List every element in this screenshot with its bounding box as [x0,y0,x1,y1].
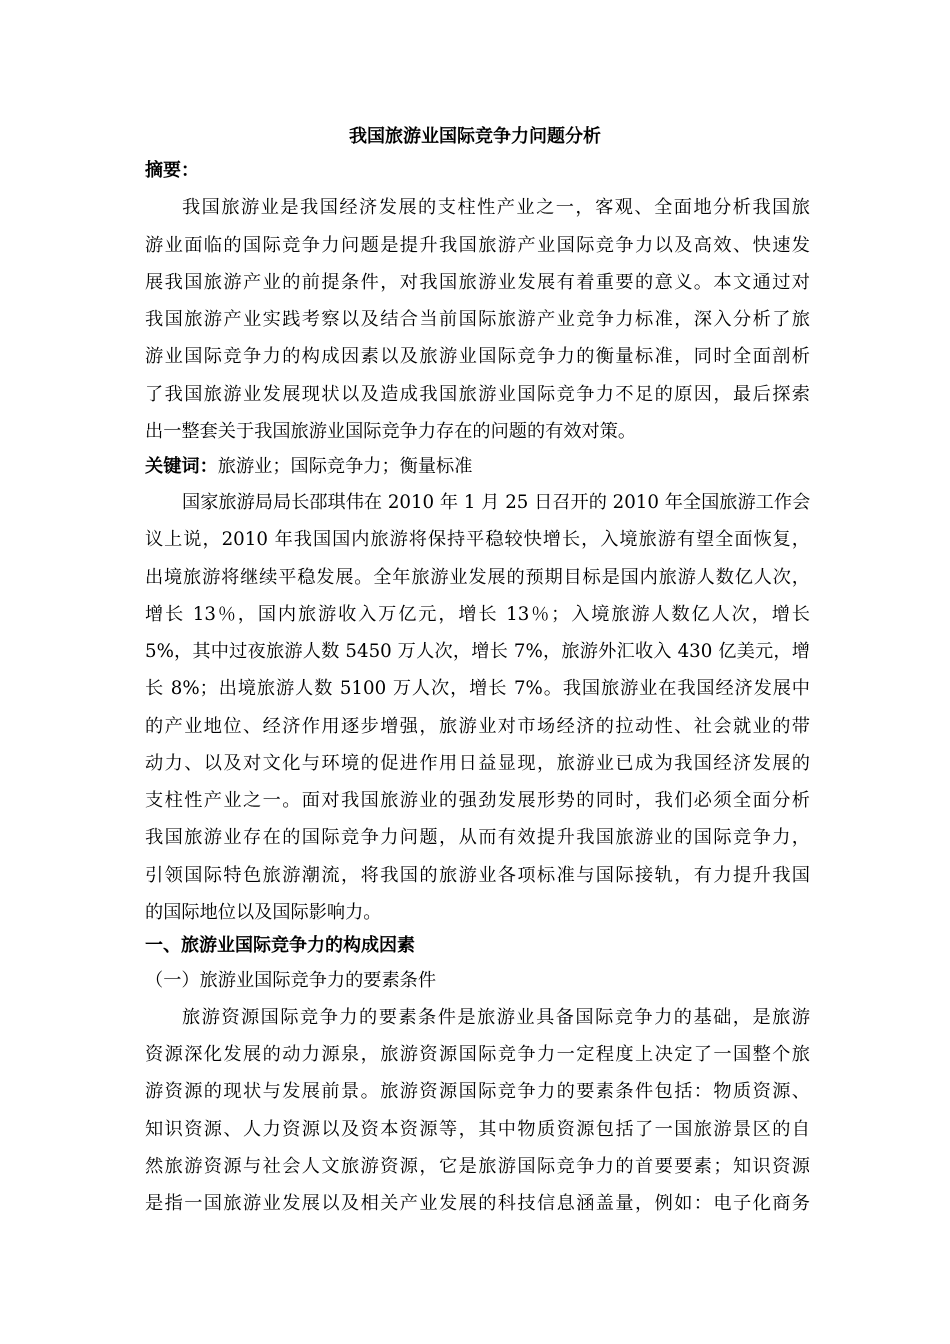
abstract-line: 我国旅游业是我国经济发展的支柱性产业之一，客观、全面地分析我国旅 [182,197,810,218]
subsection-heading: （一）旅游业国际竞争力的要素条件 [145,970,437,991]
abstract-line: 了我国旅游业发展现状以及造成我国旅游业国际竞争力不足的原因，最后探索 [145,384,810,405]
section-line: 资源深化发展的动力源泉，旅游资源国际竞争力一定程度上决定了一国整个旅 [145,1044,810,1065]
intro-line: 长 8%；出境旅游人数 5100 万人次，增长 7%。我国旅游业在我国经济发展中 [145,678,810,699]
section-line: 旅游资源国际竞争力的要素条件是旅游业具备国际竞争力的基础，是旅游 [182,1007,810,1028]
section-line: 是指一国旅游业发展以及相关产业发展的科技信息涵盖量，例如：电子化商务 [145,1193,810,1214]
intro-line: 的产业地位、经济作用逐步增强，旅游业对市场经济的拉动性、社会就业的带 [145,716,810,737]
keywords-text: 旅游业；国际竞争力；衡量标准 [217,456,473,477]
abstract-label: 摘要： [145,160,199,181]
abstract-line: 出一整套关于我国旅游业国际竞争力存在的问题的有效对策。 [145,421,637,442]
section-line: 游资源的现状与发展前景。旅游资源国际竞争力的要素条件包括：物质资源、 [145,1081,810,1102]
intro-line: 支柱性产业之一。面对我国旅游业的强劲发展形势的同时，我们必须全面分析 [145,790,810,811]
abstract-line: 我国旅游产业实践考察以及结合当前国际旅游产业竞争力标准，深入分析了旅 [145,309,810,330]
section-line: 然旅游资源与社会人文旅游资源，它是旅游国际竞争力的首要要素；知识资源 [145,1156,810,1177]
keywords-label: 关键词： [145,456,218,477]
intro-line: 5%，其中过夜旅游人数 5450 万人次，增长 7%，旅游外汇收入 430 亿美元，增 [145,641,810,662]
abstract-line: 游业面临的国际竞争力问题是提升我国旅游产业国际竞争力以及高效、快速发 [145,235,810,256]
abstract-line: 游业国际竞争力的构成因素以及旅游业国际竞争力的衡量标准，同时全面剖析 [145,346,810,367]
section-line: 知识资源、人力资源以及资本资源等，其中物质资源包括了一国旅游景区的自 [145,1119,810,1140]
intro-line: 国家旅游局局长邵琪伟在 2010 年 1 月 25 日召开的 2010 年全国旅游工作会 [182,492,811,513]
abstract-line: 展我国旅游产业的前提条件，对我国旅游业发展有着重要的意义。本文通过对 [145,272,810,293]
intro-line: 出境旅游将继续平稳发展。全年旅游业发展的预期目标是国内旅游人数亿人次， [145,567,810,588]
intro-line: 动力、以及对文化与环境的促进作用日益显现，旅游业已成为我国经济发展的 [145,753,810,774]
keywords-line [145,454,472,480]
intro-line: 增长 13％，国内旅游收入万亿元，增长 13％；入境旅游人数亿人次，增长 [145,604,810,625]
intro-line: 议上说，2010 年我国国内旅游将保持平稳较快增长，入境旅游有望全面恢复， [145,529,810,550]
intro-line: 的国际地位以及国际影响力。 [145,902,382,923]
section-heading: 一、旅游业国际竞争力的构成因素 [145,935,415,956]
intro-line: 我国旅游业存在的国际竞争力问题，从而有效提升我国旅游业的国际竞争力， [145,827,810,848]
intro-line: 引领国际特色旅游潮流，将我国的旅游业各项标准与国际接轨，有力提升我国 [145,865,810,886]
document-title: 我国旅游业国际竞争力问题分析 [349,126,601,147]
